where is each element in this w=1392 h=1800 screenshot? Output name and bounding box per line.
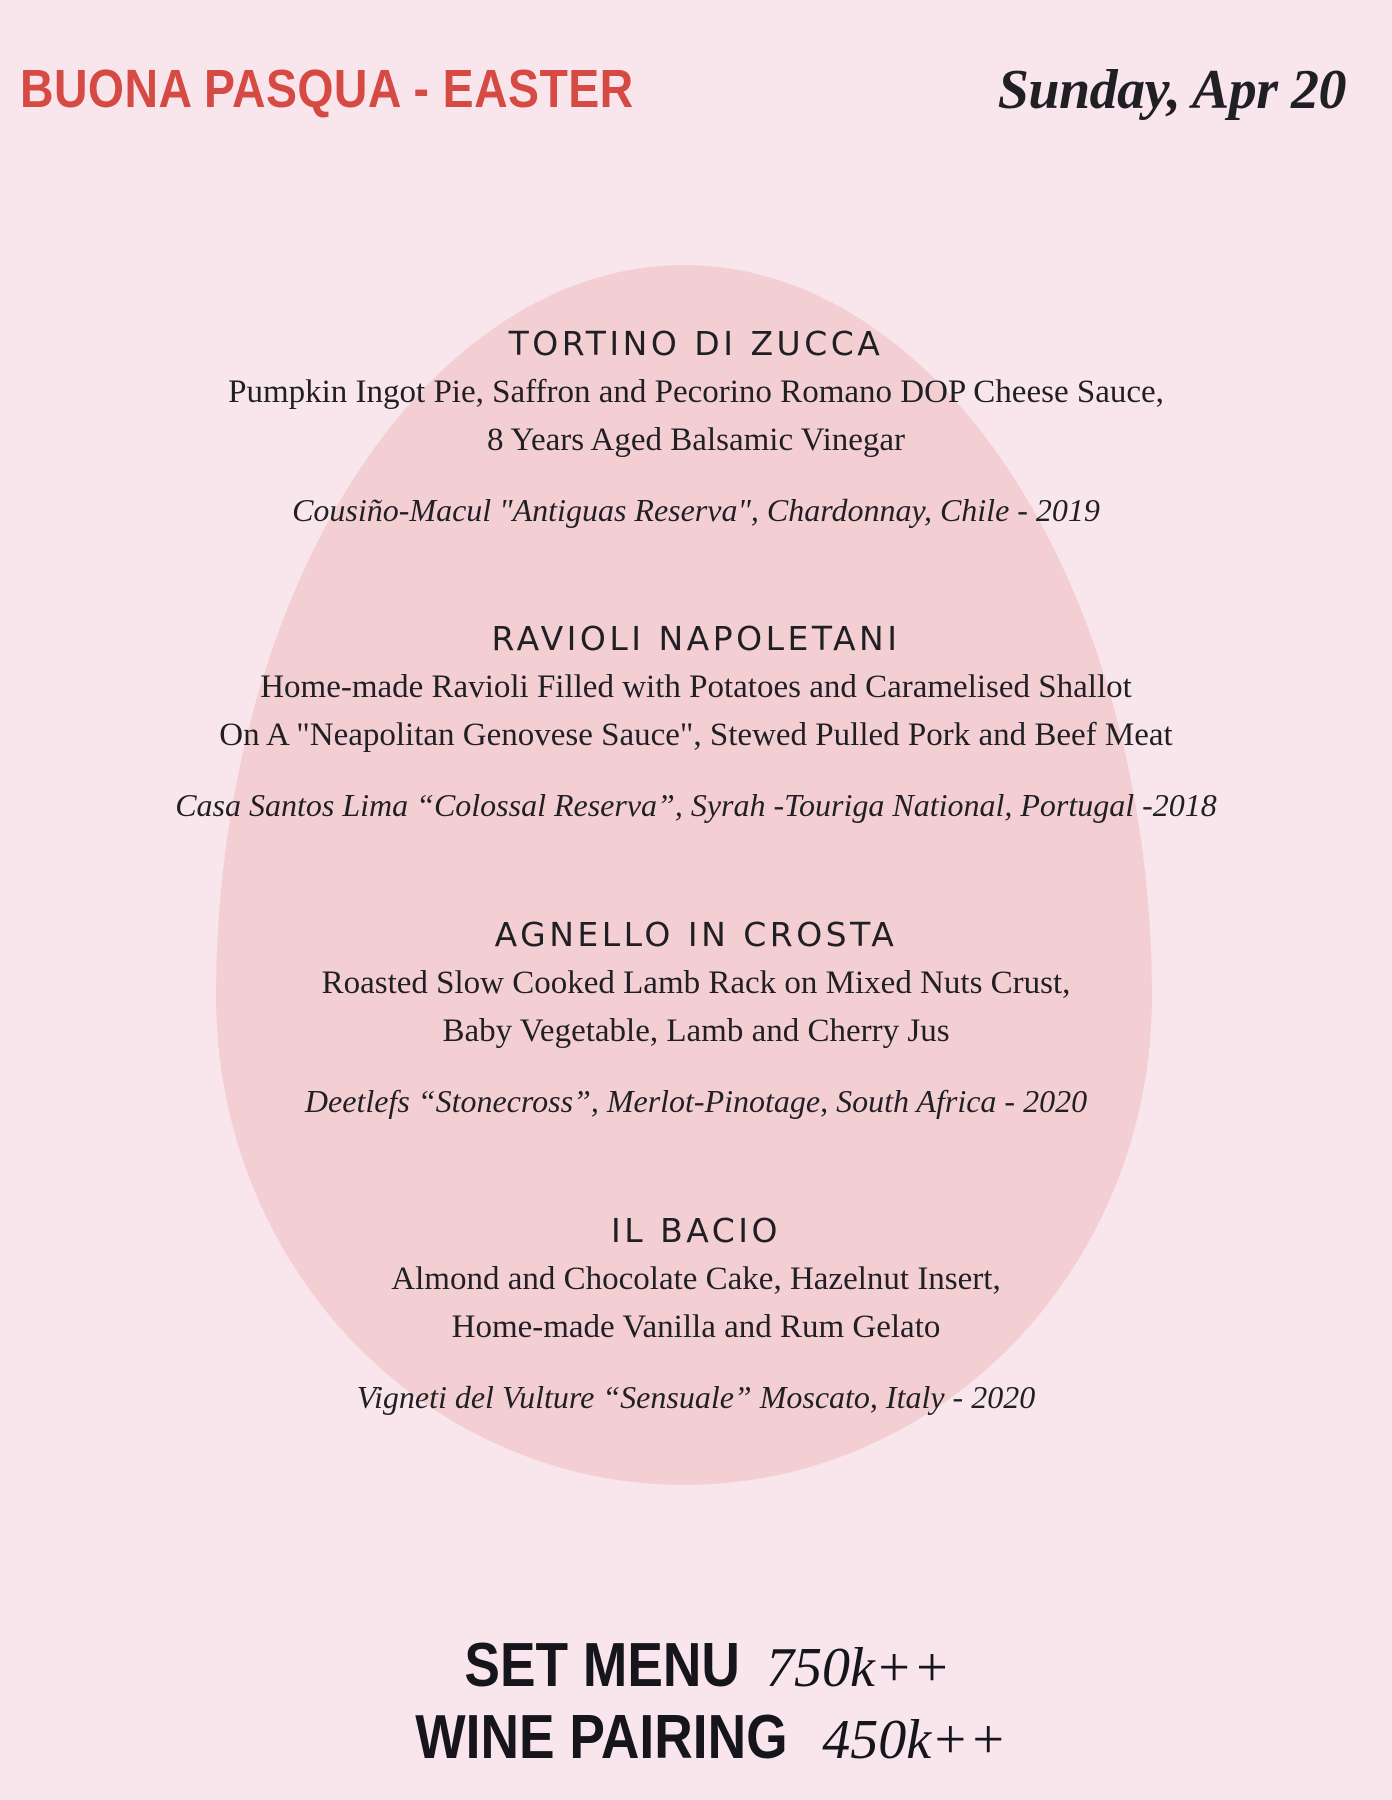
set-menu-line bbox=[0, 1630, 1392, 1702]
course-description bbox=[0, 1255, 1392, 1351]
course-il-bacio bbox=[0, 1211, 1392, 1415]
event-title: BUONA PASQUA - EASTER bbox=[20, 59, 634, 119]
course-description-line: Roasted Slow Cooked Lamb Rack on Mixed Nuts Crust, bbox=[321, 965, 1071, 1001]
course-description-line: 8 Years Aged Balsamic Vinegar bbox=[486, 422, 906, 458]
menu-header bbox=[0, 0, 1392, 160]
set-menu-label: SET MENU bbox=[464, 1631, 740, 1700]
course-description-line: Home-made Vanilla and Rum Gelato bbox=[451, 1309, 941, 1345]
course-title: AGNELLO IN CROSTA bbox=[494, 915, 898, 954]
course-ravioli-napoletani bbox=[0, 619, 1392, 823]
course-description-line: Baby Vegetable, Lamb and Cherry Jus bbox=[442, 1013, 950, 1049]
course-tortino-di-zucca bbox=[0, 324, 1392, 528]
course-title: IL BACIO bbox=[611, 1211, 781, 1250]
event-date: Sunday, Apr 20 bbox=[997, 59, 1346, 121]
wine-pairing: Vigneti del Vulture “Sensuale” Moscato, Italy - 2020 bbox=[356, 1379, 1036, 1415]
course-title: RAVIOLI NAPOLETANI bbox=[491, 619, 901, 658]
course-description bbox=[0, 959, 1392, 1055]
wine-pairing-price: 450k++ bbox=[822, 1709, 1007, 1771]
course-agnello-in-crosta bbox=[0, 915, 1392, 1119]
course-title: TORTINO DI ZUCCA bbox=[508, 324, 884, 363]
wine-pairing-label: WINE PAIRING bbox=[415, 1703, 788, 1772]
course-description bbox=[0, 368, 1392, 464]
course-description-line: Pumpkin Ingot Pie, Saffron and Pecorino Romano DOP Cheese Sauce, bbox=[228, 374, 1164, 410]
pricing-block bbox=[0, 1630, 1392, 1774]
course-description-line: Home-made Ravioli Filled with Potatoes and Caramelised Shallot bbox=[260, 669, 1132, 705]
wine-pairing: Cousiño-Macul "Antiguas Reserva", Chardonnay, Chile - 2019 bbox=[292, 492, 1100, 528]
wine-pairing-line bbox=[0, 1702, 1392, 1774]
wine-pairing: Casa Santos Lima “Colossal Reserva”, Syrah -Touriga National, Portugal -2018 bbox=[175, 787, 1217, 823]
wine-pairing: Deetlefs “Stonecross”, Merlot-Pinotage, South Africa - 2020 bbox=[304, 1083, 1088, 1119]
set-menu-price: 750k++ bbox=[765, 1637, 951, 1699]
course-description-line: On A "Neapolitan Genovese Sauce", Stewed Pulled Pork and Beef Meat bbox=[219, 717, 1173, 753]
course-description bbox=[0, 663, 1392, 759]
course-description-line: Almond and Chocolate Cake, Hazelnut Insert, bbox=[391, 1261, 1001, 1297]
